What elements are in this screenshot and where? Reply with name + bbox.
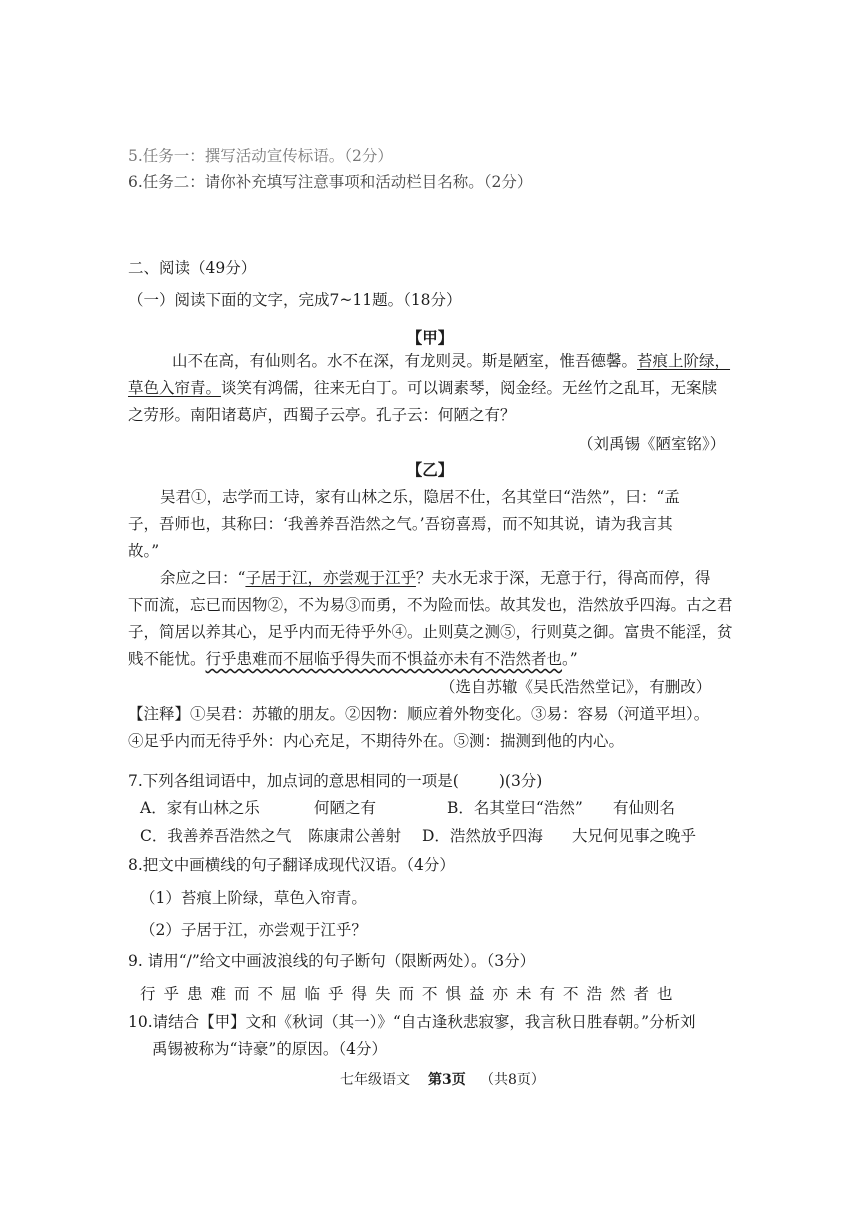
wavy-sentence: 行乎患难而不屈临乎得失而不惧益亦未有不浩然者也 <box>205 650 563 668</box>
task5: 5.任务一：撰写活动宣传标语。（2分） <box>128 147 393 165</box>
jia-line-3: 之劳形。南阳诸葛庐，西蜀子云亭。孔子云：何陋之有？ <box>128 406 516 424</box>
option-c-1: C．我善养吾浩然之气 <box>140 827 292 845</box>
yi-line-3: 故。” <box>128 542 160 560</box>
option-b-1: B．名其堂曰“浩然” <box>447 799 583 817</box>
question-7: 7.下列各组词语中，加点词的意思相同的一项是( )(3分) <box>128 772 543 790</box>
yi-line-6: 子，简居以养其心，足乎内而无待乎外④。止则莫之测⑤，行则莫之御。富贵不能淫，贫 <box>128 623 733 641</box>
question-10-line-2: 禹锡被称为“诗豪”的原因。（4分） <box>152 1040 387 1058</box>
yi-line-1: 吴君①，志学而工诗，家有山林之乐，隐居不仕，名其堂曰“浩然”，曰：“孟 <box>160 488 680 506</box>
yi-heading: 【乙】 <box>406 460 454 479</box>
option-a-1: A．家有山林之乐 <box>140 799 260 817</box>
jia-source: （刘禹锡《陋室铭》） <box>578 435 726 453</box>
notes-line-2: ④足乎内而无待乎外：内心充足，不期待外在。⑤测：揣测到他的内心。 <box>128 732 625 750</box>
option-b-2: 有仙则名 <box>613 799 676 817</box>
notes-line-1: 【注释】①吴君：苏辙的朋友。②因物：顺应着外物变化。③易：容易（河道平坦）。 <box>128 705 710 723</box>
footer-total: （共8页） <box>480 1072 545 1088</box>
option-d-2: 大兄何见事之晚乎 <box>572 827 697 845</box>
question-8-sub-2: （2）子居于江，亦尝观于江乎？ <box>140 921 367 939</box>
footer-subject: 七年级语文 <box>340 1072 410 1088</box>
task6: 6.任务二：请你补充填写注意事项和活动栏目名称。（2分） <box>128 173 533 191</box>
jia-line-2: 草色入帘青。谈笑有鸿儒，往来无白丁。可以调素琴，阅金经。无丝竹之乱耳，无案牍 <box>128 379 718 397</box>
question-10-line-1: 10.请结合【甲】文和《秋词（其一）》“自古逢秋悲寂寥，我言秋日胜春朝。”分析刘 <box>128 1013 696 1031</box>
underlined-sentence-1a: 苔痕上阶绿， <box>637 352 731 370</box>
part1-instruction: （一）阅读下面的文字，完成7~11题。（18分） <box>128 291 462 309</box>
jia-heading: 【甲】 <box>406 328 454 347</box>
option-d-1: D．浩然放乎四海 <box>422 827 543 845</box>
yi-source: （选自苏辙《吴氏浩然堂记》，有删改） <box>440 678 712 696</box>
yi-line-7: 贱不能忧。行乎患难而不屈临乎得失而不惧益亦未有不浩然者也。” <box>128 650 578 668</box>
question-8: 8.把文中画横线的句子翻译成现代汉语。（4分） <box>128 856 455 874</box>
option-a-2: 何陋之有 <box>314 799 377 817</box>
yi-line-4: 余应之曰：“子居于江，亦尝观于江乎？夫水无求于深，无意于行，得高而停，得 <box>160 569 711 587</box>
jia-line-1: 山不在高，有仙则名。水不在深，有龙则灵。斯是陋室，惟吾德馨。苔痕上阶绿， <box>172 352 731 370</box>
question-9-sentence: 行乎患难而不屈临乎得失而不惧益亦未有不浩然者也 <box>140 985 681 1003</box>
underlined-sentence-1b: 草色入帘青。 <box>128 379 222 397</box>
option-c-2: 陈康肃公善射 <box>308 827 402 845</box>
yi-line-5: 下而流，忘已而因物②，不为易③而勇，不为险而怯。故其发也，浩然放乎四海。古之君 <box>128 596 733 614</box>
question-8-sub-1: （1）苔痕上阶绿，草色入帘青。 <box>140 889 367 907</box>
footer-page: 第3页 <box>428 1072 466 1088</box>
underlined-sentence-2: 子居于江，亦尝观于江乎 <box>245 569 416 587</box>
question-9: 9. 请用“/”给文中画波浪线的句子断句（限断两处）。（3分） <box>128 952 536 970</box>
yi-line-2: 子，吾师也，其称曰：‘我善养吾浩然之气。’吾窃喜焉，而不知其说，请为我言其 <box>128 515 673 533</box>
section-heading: 二、阅读（49分） <box>128 259 257 277</box>
